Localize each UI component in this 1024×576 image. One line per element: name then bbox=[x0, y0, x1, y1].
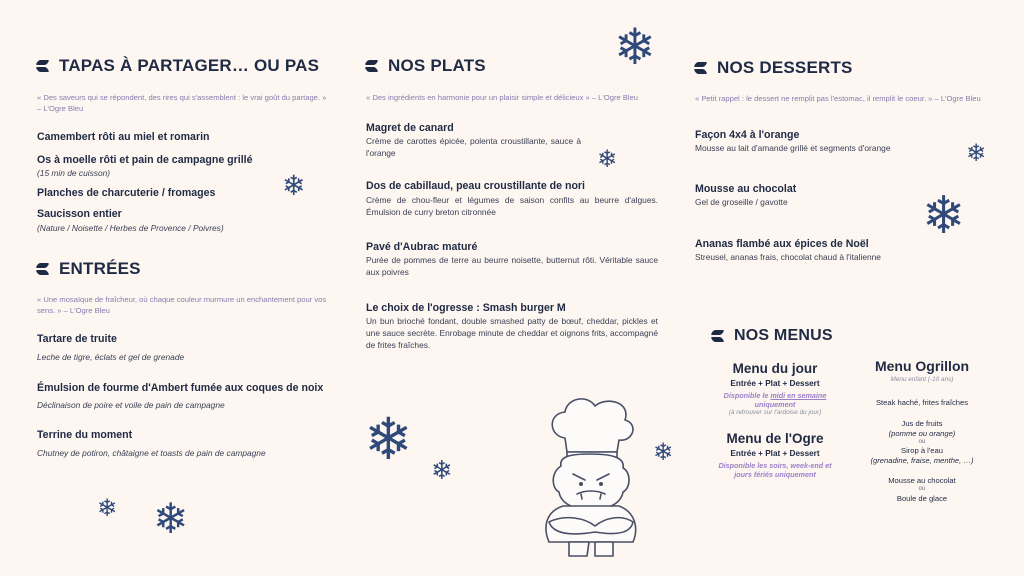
ogrillon-line: Mousse au chocolat bbox=[888, 476, 956, 486]
desserts-section bbox=[695, 58, 990, 263]
menu-item-name: Ananas flambé aux épices de Noël bbox=[695, 237, 869, 250]
menu-item-name: Dos de cabillaud, peau croustillante de nori bbox=[366, 180, 585, 193]
menu-item-desc: Mousse au lait d'amande grillé et segments d'orange bbox=[695, 142, 891, 153]
menu-ogre-sub: Entrée + Plat + Dessert bbox=[730, 449, 820, 458]
chevron-icon bbox=[695, 61, 709, 75]
chevron-icon bbox=[366, 59, 380, 73]
menu-item-desc: Purée de pommes de terre au beurre noisette, butternut rôti. Véritable sauce aux poivres bbox=[366, 255, 658, 278]
ogrillon-line: Jus de fruits bbox=[901, 418, 943, 428]
ogrillon-ou: ou bbox=[918, 486, 926, 493]
snowflake-icon: ❄ bbox=[97, 494, 118, 522]
menu-item-name: Façon 4x4 à l'orange bbox=[695, 128, 800, 141]
menu-item-desc: Un bun brioché fondant, double smashed patty de bœuf, cheddar, pickles et une sauce secrète. Enrobage minute de cheddar et oignons frits, accompagné de frites fraîches. bbox=[366, 315, 658, 351]
menu-du-jour bbox=[710, 361, 840, 416]
menu-item-desc: Chutney de potiron, châtaigne et toasts de pain de campagne bbox=[37, 447, 266, 458]
plats-section bbox=[366, 56, 658, 352]
tapas-title: TAPAS À PARTAGER… OU PAS bbox=[37, 56, 327, 76]
desserts-title: NOS DESSERTS bbox=[695, 58, 990, 78]
ogrillon-line: (pomme ou orange) bbox=[888, 428, 956, 438]
snowflake-icon: ❄ bbox=[597, 145, 618, 173]
menu-de-l-ogre bbox=[710, 431, 840, 479]
menus-title: NOS MENUS bbox=[712, 327, 833, 345]
ogrillon-line: (grenadine, fraise, menthe, …) bbox=[870, 455, 974, 465]
snowflake-icon: ❄ bbox=[282, 169, 306, 202]
snowflake-icon: ❄ bbox=[922, 186, 966, 246]
ogrillon-ou: ou bbox=[918, 438, 926, 445]
tapas-section bbox=[37, 56, 327, 234]
chevron-icon bbox=[37, 59, 51, 73]
chevron-icon bbox=[712, 329, 726, 343]
snowflake-icon: ❄ bbox=[431, 456, 453, 486]
menu-item-name: Saucisson entier bbox=[37, 208, 122, 221]
menu-item-name: Planches de charcuterie / fromages bbox=[37, 187, 216, 200]
menu-item-name: Magret de canard bbox=[366, 121, 454, 134]
snowflake-icon: ❄ bbox=[966, 139, 987, 167]
menu-item-name: Pavé d'Aubrac maturé bbox=[366, 240, 478, 253]
ogrillon-line: Sirop à l'eau bbox=[901, 445, 943, 455]
menu-ogre-title: Menu de l'Ogre bbox=[726, 431, 824, 446]
menu-item-name: Le choix de l'ogresse : Smash burger M bbox=[366, 301, 566, 314]
menu-ogrillon-small: Menu enfant (-10 ans) bbox=[890, 376, 954, 383]
ogre-chef-illustration bbox=[535, 396, 645, 558]
menu-item-name: Os à moelle rôti et pain de campagne grillé bbox=[37, 153, 253, 166]
entrees-quote: « Une mosaïque de fraîcheur, où chaque couleur murmure un enchantement pour vos sens. » – L'Ogre Bleu bbox=[37, 295, 327, 315]
menu-item-desc: (Nature / Noisette / Herbes de Provence / Poivres) bbox=[37, 222, 224, 233]
menu-jour-small: (à retrouver sur l'ardoise du jour) bbox=[728, 409, 822, 416]
entrees-title: ENTRÉES bbox=[37, 259, 327, 279]
plats-quote: « Des ingrédients en harmonie pour un plaisir simple et délicieux » – L'Ogre Bleu bbox=[366, 93, 639, 102]
ogrillon-line: Boule de glace bbox=[896, 493, 948, 503]
menu-jour-note: Disponible le midi en semaine uniquement bbox=[723, 391, 827, 409]
snowflake-icon: ❄ bbox=[653, 438, 674, 466]
desserts-quote: « Petit rappel : le dessert ne remplit pas l'estomac, il remplit le coeur. » – L'Ogre Bleu bbox=[695, 94, 981, 103]
chevron-icon bbox=[37, 262, 51, 276]
menu-item-desc: Déclinaison de poire et voile de pain de campagne bbox=[37, 400, 225, 411]
snowflake-icon: ❄ bbox=[364, 405, 413, 473]
ogrillon-line: Steak haché, frites fraîches bbox=[875, 398, 968, 407]
menu-ogrillon-title: Menu Ogrillon bbox=[874, 358, 970, 374]
plats-title: NOS PLATS bbox=[366, 56, 658, 76]
menu-item-desc: (15 min de cuisson) bbox=[37, 167, 111, 178]
menu-item-name: Mousse au chocolat bbox=[695, 183, 797, 196]
menu-item-name: Tartare de truite bbox=[37, 333, 117, 346]
entrees-section bbox=[37, 259, 327, 459]
menu-item-desc: Leche de tigre, éclats et gel de grenade bbox=[37, 351, 185, 362]
menu-jour-title: Menu du jour bbox=[732, 361, 818, 376]
menu-ogre-note: Disponible les soirs, week-end et jours fériés uniquement bbox=[718, 461, 832, 479]
menu-item-desc: Gel de groseille / gavotte bbox=[695, 197, 788, 208]
menu-jour-sub: Entrée + Plat + Dessert bbox=[730, 379, 820, 388]
menu-item-name: Terrine du moment bbox=[37, 429, 133, 442]
snowflake-icon: ❄ bbox=[614, 18, 656, 76]
menu-item-desc: Crème de carottes épicée, polenta croustillante, sauce à l'orange bbox=[366, 135, 581, 159]
tapas-quote: « Des saveurs qui se répondent, des rires qui s'assemblent : le vrai goût du partage. » – L'Ogre Bleu bbox=[37, 93, 327, 113]
menu-item-name: Camembert rôti au miel et romarin bbox=[37, 131, 210, 144]
menu-ogrillon bbox=[858, 358, 986, 503]
menu-item-name: Émulsion de fourme d'Ambert fumée aux coques de noix bbox=[37, 381, 324, 394]
menu-item-desc: Crème de chou-fleur et légumes de saison confits au beurre d'algues. Émulsion de curry breton citronnée bbox=[366, 194, 658, 217]
snowflake-icon: ❄ bbox=[153, 494, 189, 543]
menu-item-desc: Streusel, ananas frais, chocolat chaud à l'italienne bbox=[695, 251, 881, 262]
